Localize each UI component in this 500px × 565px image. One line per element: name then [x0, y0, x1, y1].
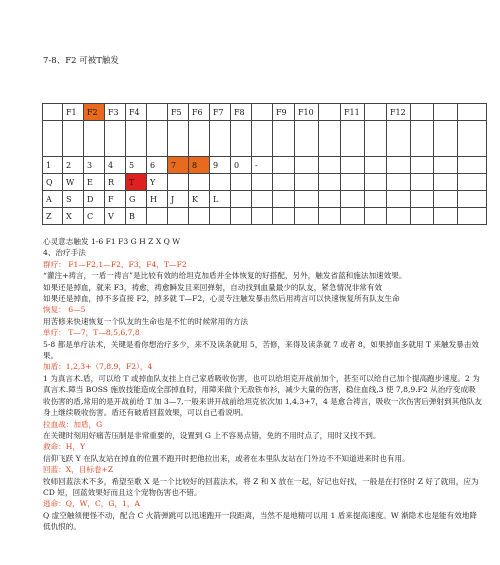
- key-cell: [252, 174, 273, 191]
- key-cell: [210, 174, 231, 191]
- key-cell: [273, 157, 295, 174]
- paragraph-line: 如果还是掉血，就来 F3，祷愈，祷愈瞬发且来回弹射，自动找到血量最少的队友，紧急情况非常有效: [43, 282, 383, 292]
- key-cell: [458, 104, 487, 121]
- key-cell: [387, 174, 411, 191]
- key-cell: [147, 104, 168, 121]
- key-cell: 4: [105, 157, 126, 174]
- key-cell: G: [126, 191, 147, 208]
- section-label: 拉血战：加盾，G: [43, 419, 103, 429]
- key-cell: D: [84, 191, 105, 208]
- key-cell: [63, 121, 84, 157]
- paragraph-line: 如果还是掉血，掉不多直接 F2，掉多就 T—F2，心灵专注触发暴击然后用祷言可以快速恢复所有队友生命: [43, 294, 400, 304]
- section-label: 救命：H，Y: [43, 442, 86, 452]
- key-cell: [189, 174, 210, 191]
- key-cell: B: [126, 208, 147, 225]
- key-cell: [295, 174, 319, 191]
- paragraph-line: 在关键时刻用好痛苦压制是非常重要的，设置到 G 上不容易点错，免的不用时点了，用时又找不到。: [43, 430, 381, 440]
- key-cell: [147, 121, 168, 157]
- key-cell: F5: [168, 104, 189, 121]
- key-cell: [319, 208, 341, 225]
- key-cell: 1: [43, 157, 63, 174]
- paragraph-line: 5-8 都是单疗法术，关键是看你想治疗多少，来不及读条就用 5，苦修，来得及读条就 7 或者 8，如果掉血多就用 T 来触发暴击效果。: [43, 339, 479, 361]
- keybinding-row: [43, 174, 487, 191]
- key-cell: [365, 121, 387, 157]
- key-cell: [411, 208, 434, 225]
- key-cell: [168, 174, 189, 191]
- key-cell: X: [63, 208, 84, 225]
- key-cell: [231, 121, 252, 157]
- key-cell: [434, 191, 458, 208]
- key-cell: R: [105, 174, 126, 191]
- key-cell: [189, 121, 210, 157]
- key-cell: [341, 208, 365, 225]
- key-cell: [273, 121, 295, 157]
- key-cell: A: [43, 191, 63, 208]
- paragraph-line: 用苦修来快速恢复一个队友的生命也是不忙的时候常用的方法: [43, 316, 249, 326]
- key-cell: [365, 191, 387, 208]
- key-cell: [458, 157, 487, 174]
- key-cell: [231, 174, 252, 191]
- key-cell: [295, 208, 319, 225]
- section-heading: 7-8、F2 可被T触发: [43, 56, 119, 66]
- key-cell: -: [252, 157, 273, 174]
- paragraph-line: “灌注+祷言，一盾一祷言”是比较有效的给坦克加盾并全体恢复的好搭配，另外，触发省蓝和施法加速效果。: [43, 271, 407, 281]
- key-cell: [273, 208, 295, 225]
- key-cell: K: [189, 191, 210, 208]
- key-cell: Q: [43, 174, 63, 191]
- key-cell: [411, 104, 434, 121]
- section-label: 群疗： F1—F2,1—F2，F3，F4，T—F2: [43, 259, 187, 269]
- key-cell: [365, 157, 387, 174]
- key-cell: [252, 208, 273, 225]
- key-cell: C: [84, 208, 105, 225]
- keybinding-row: [43, 121, 487, 157]
- key-cell: H: [147, 191, 168, 208]
- key-cell: [273, 191, 295, 208]
- key-cell: S: [63, 191, 84, 208]
- key-cell: 3: [84, 157, 105, 174]
- key-cell: [434, 104, 458, 121]
- keybinding-row: [43, 157, 487, 174]
- paragraph-line: Q 虚空触须便怪不动，配合 C 火箭弹跳可以迅速跑开一段距离，当然不是地精可以用 1 盾来提高速度。W 渐隐术也是能有效地降低仇恨的。: [43, 510, 478, 532]
- key-cell: [341, 174, 365, 191]
- key-cell: [295, 191, 319, 208]
- section-label: 恢复： 6—5: [43, 305, 86, 315]
- key-cell: F3: [105, 104, 126, 121]
- key-cell: [458, 121, 487, 157]
- paragraph-line: 牧师回蓝法术不多，希望至歌 X 是一个比较好的回蓝法术，将 Z 和 X 放在一起，好记也好找，一般是在打怪时 Z 好了就用，应为 CD 短，回蓝效果好而且这个宠物伤害也不错。: [43, 476, 479, 497]
- key-cell: [252, 104, 273, 121]
- key-cell: [105, 121, 126, 157]
- section-label: 单疗： T—7，T—8,5,6,7,8: [43, 328, 140, 338]
- section-label: 回蓝：X，目标卷+Z: [43, 465, 114, 475]
- key-cell: [231, 208, 252, 225]
- key-cell: [341, 121, 365, 157]
- key-cell: 5: [126, 157, 147, 174]
- key-cell: [273, 174, 295, 191]
- key-cell: [458, 208, 487, 225]
- keybinding-row: [43, 104, 487, 121]
- keybinding-row: [43, 208, 487, 225]
- key-cell: [319, 104, 341, 121]
- key-cell: [189, 208, 210, 225]
- paragraph-line: 1 为真言术.盾，可以给 T 或掉血队友挂上自己家盾吸收伤害，也可以给坦克开战前加个，甚至可以给自己加个提高跑步速度。2 为真言术.障当 BOSS 施放技能造成全部掉血时，用障来做个无敌铁布衫，减少大量的伤害，稳住血线,3 使 7,8,9.F2 从治疗变成吸收伤害的盾,常用的是开战前给 T 加 3—7,一般来讲开战前给坦克依次加 1,4,3+7，4 是愈合祷言，吸收一次伤害后弹射到其他队友身上继续吸收伤害。盾还有破盾回蓝效果，可以自己看说明。: [43, 373, 483, 418]
- key-cell: F4: [126, 104, 147, 121]
- key-cell: [341, 157, 365, 174]
- key-cell: 8: [189, 157, 210, 174]
- key-cell: F11: [341, 104, 365, 121]
- key-cell: J: [168, 191, 189, 208]
- key-cell: [434, 157, 458, 174]
- key-cell: [319, 121, 341, 157]
- key-cell: [252, 121, 273, 157]
- key-cell: [168, 208, 189, 225]
- key-cell: E: [84, 174, 105, 191]
- key-cell: [411, 121, 434, 157]
- key-cell: [210, 208, 231, 225]
- key-cell: F10: [295, 104, 319, 121]
- key-cell: F12: [387, 104, 411, 121]
- key-cell: F6: [189, 104, 210, 121]
- key-cell: [319, 157, 341, 174]
- key-cell: [43, 104, 63, 121]
- key-cell: [319, 191, 341, 208]
- key-cell: [341, 191, 365, 208]
- key-cell: 6: [147, 157, 168, 174]
- key-cell: [365, 104, 387, 121]
- key-cell: [434, 174, 458, 191]
- key-cell: F1: [63, 104, 84, 121]
- key-cell: W: [63, 174, 84, 191]
- paragraph-line: 信仰飞跃 Y 在队友站在掉血的位置不跑开时把他拉出来，或者在本里队友站在门外边不不知道进来时也有用。: [43, 453, 410, 463]
- key-cell: L: [210, 191, 231, 208]
- key-cell: [43, 121, 63, 157]
- key-cell: F: [105, 191, 126, 208]
- key-cell: Z: [43, 208, 63, 225]
- key-cell: [231, 191, 252, 208]
- key-cell: [295, 157, 319, 174]
- keybinding-table: [42, 103, 487, 225]
- key-cell: T: [126, 174, 147, 191]
- key-cell: 9: [210, 157, 231, 174]
- keybinding-row: [43, 191, 487, 208]
- key-cell: [84, 121, 105, 157]
- key-cell: [210, 121, 231, 157]
- key-cell: [252, 191, 273, 208]
- key-cell: [295, 121, 319, 157]
- key-cell: [387, 121, 411, 157]
- key-cell: [126, 121, 147, 157]
- key-cell: [387, 191, 411, 208]
- key-cell: [387, 208, 411, 225]
- section-label: 逃命：Q，W，C，G，1，A: [43, 499, 140, 509]
- key-cell: [319, 174, 341, 191]
- key-cell: Y: [147, 174, 168, 191]
- key-cell: F9: [273, 104, 295, 121]
- paragraph-line: 4、治疗手法: [43, 248, 86, 258]
- key-cell: [434, 208, 458, 225]
- key-cell: [365, 208, 387, 225]
- key-cell: F7: [210, 104, 231, 121]
- key-cell: [168, 121, 189, 157]
- key-cell: [458, 174, 487, 191]
- key-cell: [411, 157, 434, 174]
- key-cell: F2: [84, 104, 105, 121]
- key-cell: V: [105, 208, 126, 225]
- key-cell: [458, 191, 487, 208]
- key-cell: [147, 208, 168, 225]
- key-cell: F8: [231, 104, 252, 121]
- paragraph-line: 心灵意志触发 1-6 F1 F3 G H Z X Q W: [43, 237, 181, 246]
- key-cell: [365, 174, 387, 191]
- key-cell: [434, 121, 458, 157]
- body-text: [43, 236, 483, 533]
- key-cell: 7: [168, 157, 189, 174]
- section-label: 加盾：1,2,3+（7,8,9，F2），4: [43, 362, 153, 372]
- key-cell: [411, 174, 434, 191]
- key-cell: [387, 157, 411, 174]
- key-cell: 2: [63, 157, 84, 174]
- key-cell: 0: [231, 157, 252, 174]
- key-cell: [411, 191, 434, 208]
